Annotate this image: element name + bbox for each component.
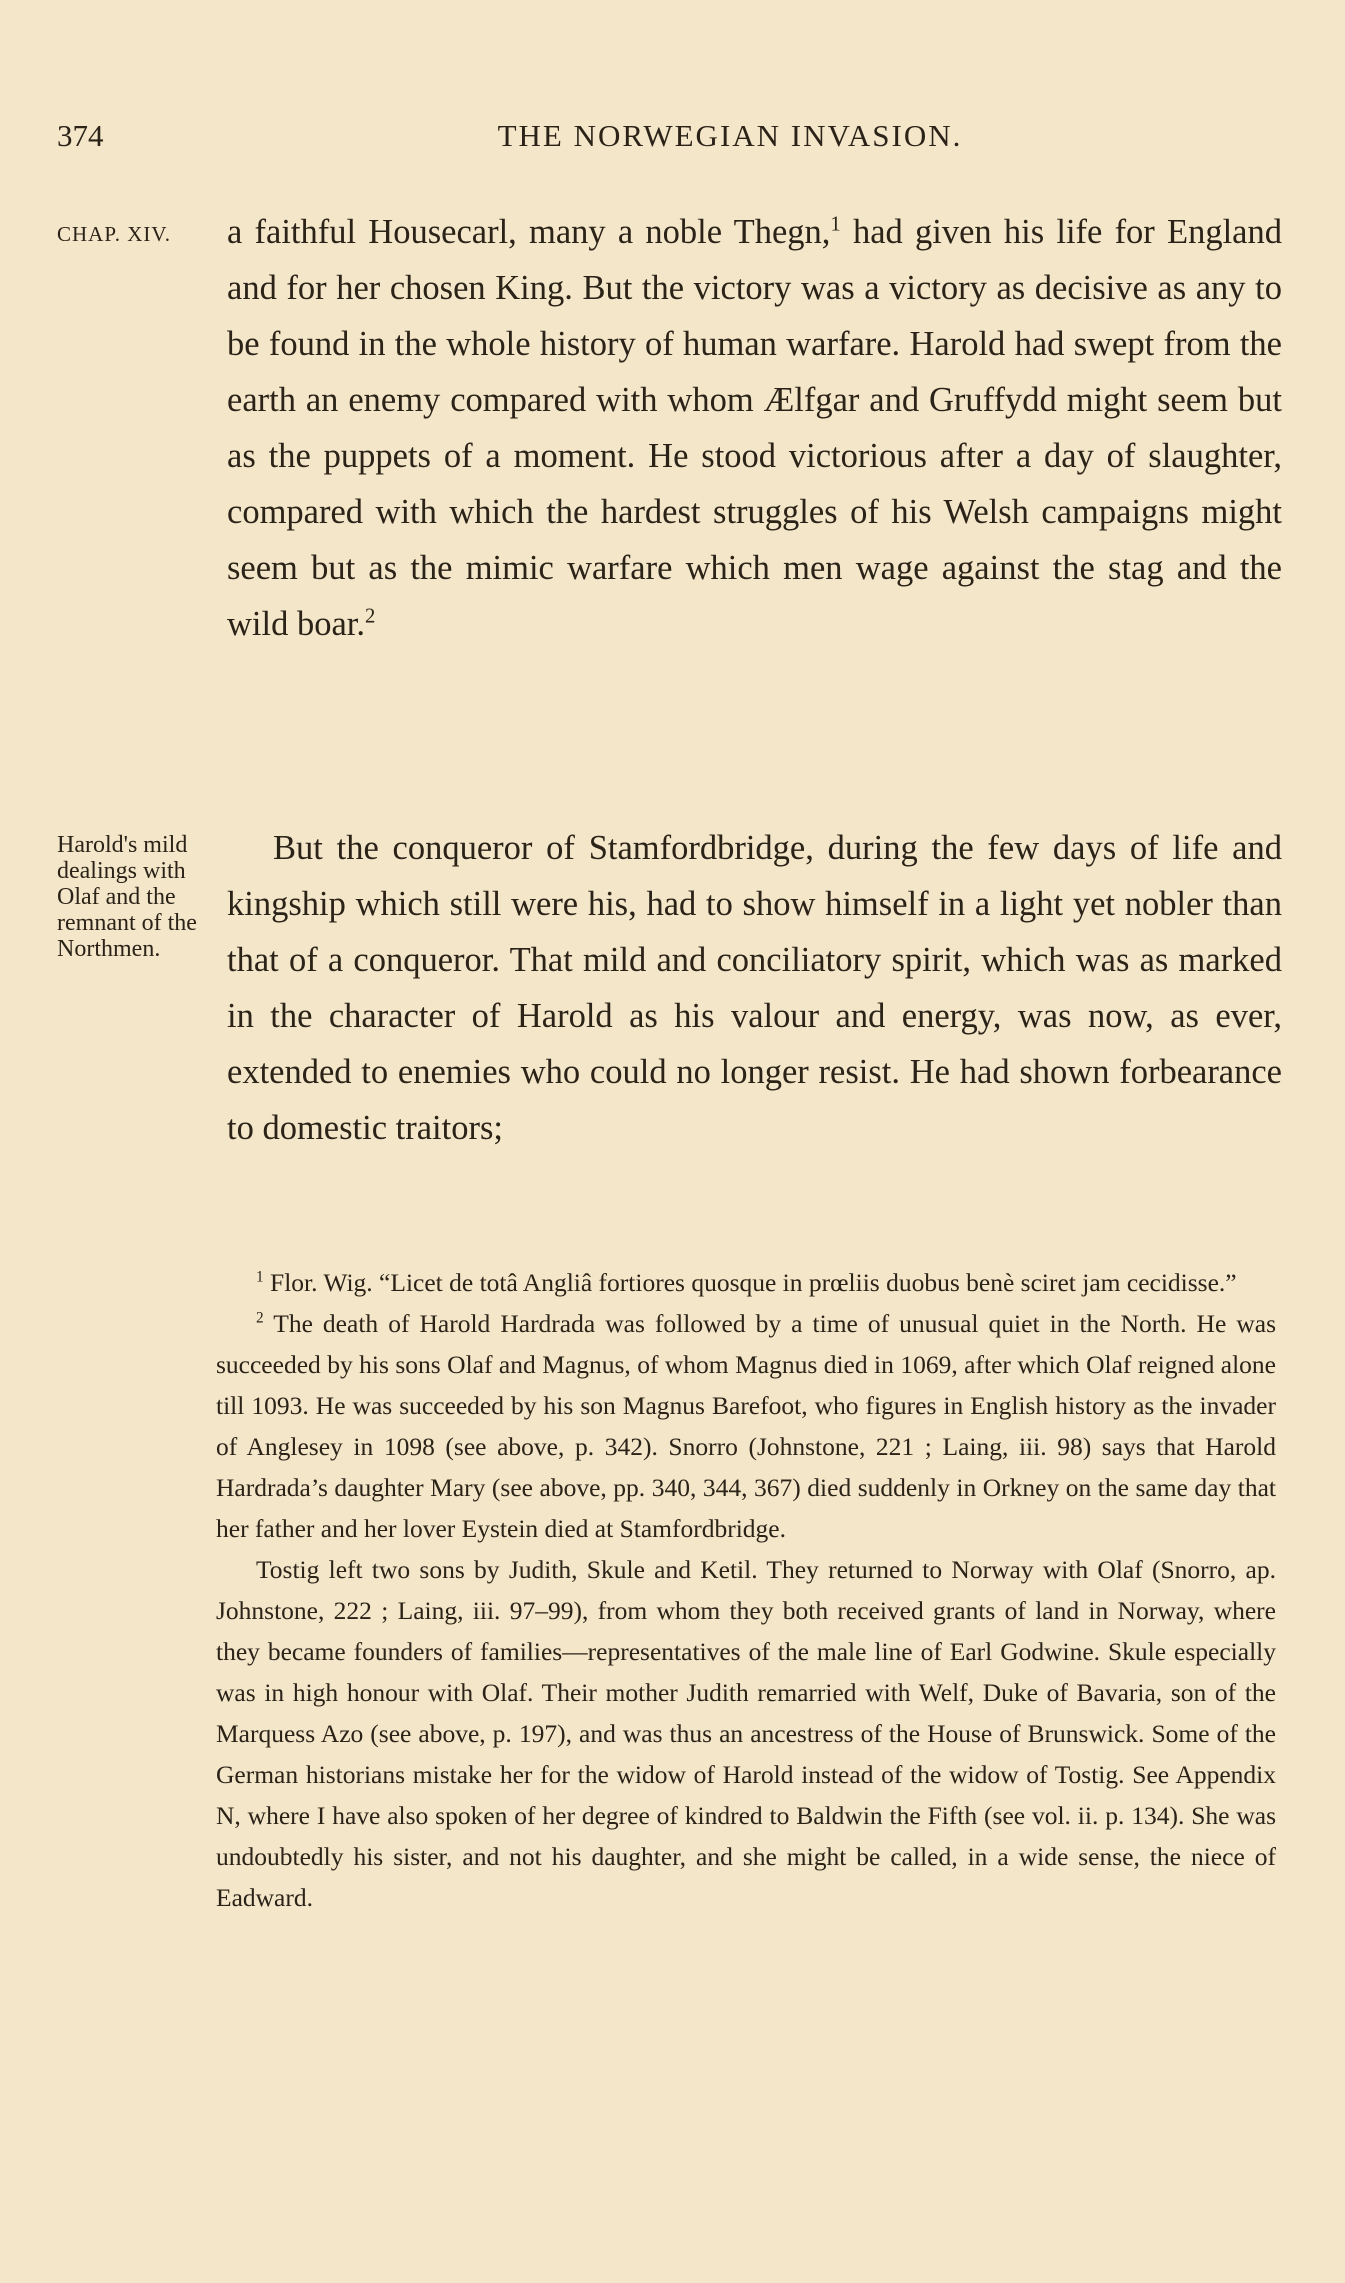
footnote-ref-1: 1: [830, 213, 841, 236]
footnote-ref-2: 2: [364, 605, 376, 628]
running-title: THE NORWEGIAN INVASION.: [497, 118, 963, 153]
page-number: 374: [57, 118, 104, 153]
margin-sidenote: Harold's mild dealings with Olaf and the remnant of the Northmen.: [57, 832, 197, 962]
footnote-1-mark: 1: [256, 1268, 264, 1286]
footnote-1-text: Flor. Wig. “Licet de totâ Angliâ fortiores quosque in prœliis duobus benè sciret jam cecidisse.”: [263, 1268, 1237, 1297]
footnote-2-continuation: Tostig left two sons by Judith, Skule and Ketil. They returned to Norway with Olaf (Snorro, ap. Johnstone, 222 ; Laing, iii. 97–99), from whom they both received grants of land in Norway, where they became founders of families—representatives of the male line of Earl Godwine. Skule especially was in high honour with Olaf. Their mother Judith remarried with Welf, Duke of Bavaria, son of the Marquess Azo (see above, p. 197), and was thus an ancestress of the House of Brunswick. Some of the German historians mistake her for the widow of Harold instead of the widow of Tostig. See Appendix N, where I have also spoken of her degree of kindred to Baldwin the Fifth (see vol. ii. p. 134). She was undoubtedly his sister, and not his daughter, and she might be called, in a wide sense, the niece of Eadward.: [216, 1555, 1276, 1912]
footnote-1: [216, 1262, 1276, 1303]
para1-text-a: a faithful Housecarl, many a noble Thegn,: [227, 213, 831, 251]
footnote-2-mark: 2: [256, 1309, 264, 1327]
para1-text-b: had given his life for England and for her chosen King. But the victory was a victory as decisive as any to be found in the whole history of human warfare. Harold had swept from the earth an enemy compared with whom Ælfgar and Gruffydd might seem but as the puppets of a moment. He stood victorious after a day of slaughter, compared with which the hardest struggles of his Welsh campaigns might seem but as the mimic warfare which men wage against the stag and the wild boar.: [227, 213, 1282, 643]
chapter-label: CHAP. XIV.: [57, 222, 172, 246]
body-paragraph-1: [227, 204, 1282, 652]
running-head: [0, 118, 1345, 168]
footnotes: [216, 1262, 1276, 1918]
footnote-2: [216, 1303, 1276, 1549]
body-paragraph-2: But the conqueror of Stamfordbridge, during the few days of life and kingship which still were his, had to show himself in a light yet nobler than that of a conqueror. That mild and conciliatory spirit, which was as marked in the character of Harold as his valour and energy, was now, as ever, extended to enemies who could no longer resist. He had shown forbearance to domestic traitors;: [227, 829, 1282, 1147]
footnote-2-text: The death of Harold Hardrada was followed by a time of unusual quiet in the North. He was succeeded by his sons Olaf and Magnus, of whom Magnus died in 1069, after which Olaf reigned alone till 1093. He was succeeded by his son Magnus Barefoot, who figures in English history as the invader of Anglesey in 1098 (see above, p. 342). Snorro (Johnstone, 221 ; Laing, iii. 98) says that Harold Hardrada’s daughter Mary (see above, pp. 340, 344, 367) died suddenly in Orkney on the same day that her father and her lover Eystein died at Stamfordbridge.: [216, 1309, 1276, 1543]
